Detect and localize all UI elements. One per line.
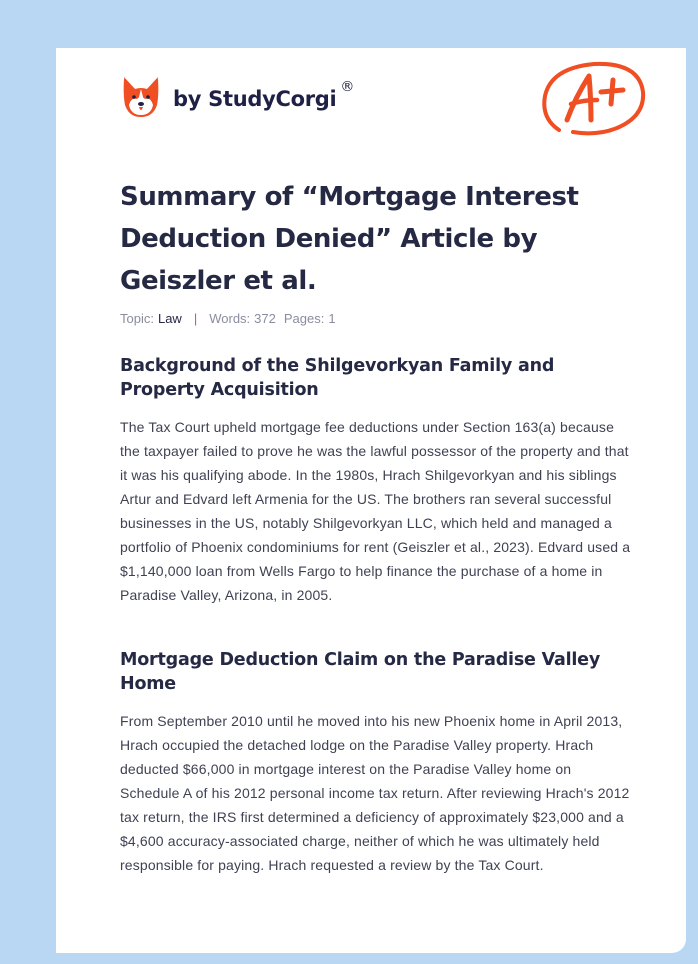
registered-mark: ® [340, 79, 355, 95]
topic-label: Topic: [120, 311, 154, 326]
corgi-logo-icon [121, 75, 161, 119]
words-label: Words: [209, 311, 251, 326]
header [56, 48, 686, 158]
a-plus-grade-icon [539, 58, 649, 140]
meta-separator: | [193, 311, 198, 326]
logo-text: by StudyCorgi [173, 87, 337, 111]
section-body-background: The Tax Court upheld mortgage fee deductions under Section 163(a) because the taxpayer failed to prove he was the lawful possessor of the property and that it was his qualifying abode. In the 1980s, Hrach Shilgevorkyan and his siblings Artur and Edvard left Armenia for the US. The brothers ran several successful businesses in the US, notably Shilgevorkyan LLC, which held and managed a portfolio of Phoenix condominiums for rent (Geiszler et al., 2023). Edvard used a $1,140,000 loan from Wells Fargo to help finance the purchase of a home in Paradise Valley, Arizona, in 2005. [120, 419, 631, 603]
studycorgi-logo[interactable] [121, 75, 354, 119]
document-meta [120, 311, 336, 326]
page-title: Summary of “Mortgage Interest Deduction Denied” Article by Geiszler et al. [120, 182, 579, 296]
section-heading-background: Background of the Shilgevorkyan Family and Property Acquisition [120, 356, 555, 400]
pages-count: 1 [328, 311, 336, 326]
section-heading-mortgage-claim: Mortgage Deduction Claim on the Paradise Valley Home [120, 650, 601, 694]
section-body-mortgage-claim: From September 2010 until he moved into his new Phoenix home in April 2013, Hrach occupied the detached lodge on the Paradise Valley property. Hrach deducted $66,000 in mortgage interest on the Paradise Valley home on Schedule A of his 2012 personal income tax return. After reviewing Hrach's 2012 tax return, the IRS first determined a deficiency of approximately $23,000 and a $4,600 accuracy-associated charge, neither of which he was ultimately held responsible for paying. Hrach requested a review by the Tax Court. [120, 713, 630, 873]
pages-label: Pages: [283, 311, 325, 326]
document-card [56, 48, 686, 953]
words-count: 372 [254, 311, 276, 326]
topic-link[interactable]: Law [157, 311, 182, 326]
